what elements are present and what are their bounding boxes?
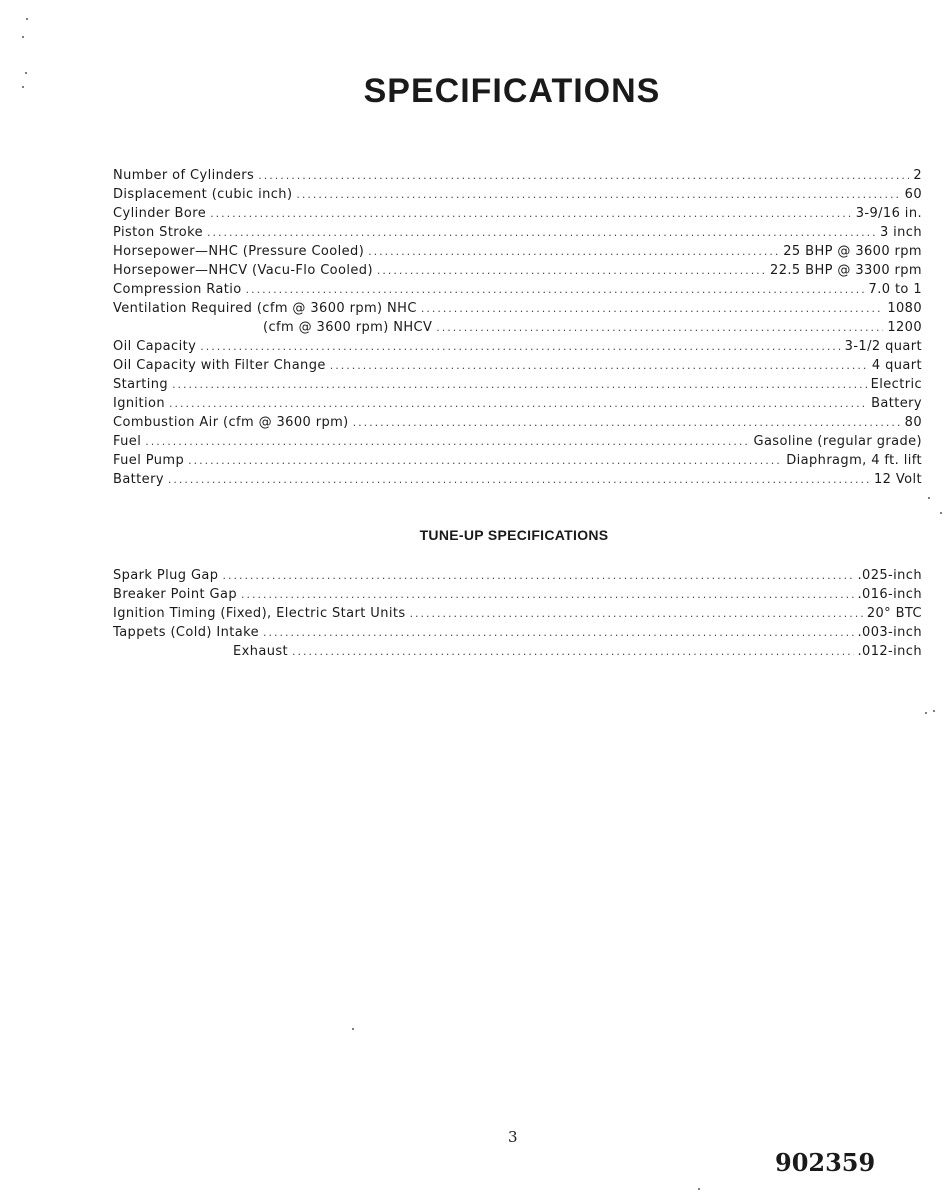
dot-leader [263, 623, 853, 642]
spec-row-fuel-pump [113, 451, 922, 470]
dot-leader [168, 470, 870, 489]
tuneup-row-tappets-intake [113, 623, 922, 642]
spec-value: 1080 [887, 301, 922, 316]
dot-leader [296, 185, 900, 204]
spec-label: Fuel Pump [113, 453, 185, 468]
spec-row-ventilation-nhc [113, 299, 922, 318]
dot-leader [222, 566, 853, 585]
scan-speck [25, 72, 27, 74]
page-title: SPECIFICATIONS [363, 72, 661, 110]
spec-row-combustion-air [113, 413, 922, 432]
document-number: 902359 [775, 1148, 876, 1177]
spec-value: 7.0 to 1 [868, 282, 922, 297]
dot-leader [410, 604, 863, 623]
tuneup-row-ignition-timing [113, 604, 922, 623]
spec-label: Horsepower—NHCV (Vacu-Flo Cooled) [113, 263, 373, 278]
tuneup-list [113, 566, 922, 661]
spec-row-piston-stroke [113, 223, 922, 242]
spec-value: 1200 [887, 320, 922, 335]
dot-leader [188, 451, 782, 470]
scan-speck [22, 36, 24, 38]
spec-value: 12 Volt [873, 472, 922, 487]
spec-value: Electric [870, 377, 922, 392]
spec-value: 4 quart [871, 358, 922, 373]
spec-row-oil-capacity-filter [113, 356, 922, 375]
tuneup-row-spark-plug-gap [113, 566, 922, 585]
scan-speck [925, 712, 927, 714]
scan-speck [698, 1188, 700, 1190]
tuneup-label: Tappets (Cold) Intake [113, 625, 260, 640]
spec-row-fuel [113, 432, 922, 451]
tuneup-row-breaker-point-gap [113, 585, 922, 604]
scan-speck [933, 710, 935, 712]
spec-label: Ventilation Required (cfm @ 3600 rpm) NHC [113, 301, 417, 316]
tuneup-value: .012-inch [857, 644, 922, 659]
spec-row-cylinder-bore [113, 204, 922, 223]
tuneup-label: Ignition Timing (Fixed), Electric Start Units [113, 606, 406, 621]
tuneup-value: .016-inch [857, 587, 922, 602]
spec-row-cylinders [113, 166, 922, 185]
dot-leader [436, 318, 883, 337]
scan-speck [940, 512, 942, 514]
spec-value: Battery [871, 396, 922, 411]
spec-value: 2 [913, 168, 922, 183]
dot-leader [172, 375, 867, 394]
spec-row-horsepower-nhcv [113, 261, 922, 280]
tuneup-title: TUNE-UP SPECIFICATIONS [419, 527, 609, 543]
spec-value: 3-9/16 in. [855, 206, 922, 221]
tuneup-label: Exhaust [233, 644, 289, 659]
spec-value: 80 [904, 415, 922, 430]
spec-row-oil-capacity [113, 337, 922, 356]
spec-value: 60 [904, 187, 922, 202]
dot-leader [246, 280, 865, 299]
spec-value: 3 inch [879, 225, 922, 240]
dot-leader [258, 166, 909, 185]
spec-label: Oil Capacity with Filter Change [113, 358, 326, 373]
tuneup-value: 20° BTC [866, 606, 922, 621]
specifications-list [113, 166, 922, 489]
spec-row-displacement [113, 185, 922, 204]
dot-leader [200, 337, 840, 356]
dot-leader [330, 356, 868, 375]
tuneup-value: .025-inch [857, 568, 922, 583]
spec-label: Ignition [113, 396, 166, 411]
dot-leader [421, 299, 883, 318]
spec-row-starting [113, 375, 922, 394]
scan-speck [22, 86, 24, 88]
tuneup-row-tappets-exhaust [113, 642, 922, 661]
dot-leader [292, 642, 853, 661]
spec-label: Fuel [113, 434, 142, 449]
spec-value: Gasoline (regular grade) [753, 434, 922, 449]
tuneup-label: Spark Plug Gap [113, 568, 219, 583]
spec-label: Horsepower—NHC (Pressure Cooled) [113, 244, 365, 259]
dot-leader [368, 242, 779, 261]
spec-row-horsepower-nhc [113, 242, 922, 261]
spec-label: Number of Cylinders [113, 168, 255, 183]
spec-row-battery [113, 470, 922, 489]
spec-value: 3-1/2 quart [844, 339, 922, 354]
scan-speck [928, 497, 930, 499]
dot-leader [210, 204, 852, 223]
spec-label: Displacement (cubic inch) [113, 187, 293, 202]
spec-row-compression-ratio [113, 280, 922, 299]
spec-row-ventilation-nhcv [113, 318, 922, 337]
tuneup-value: .003-inch [857, 625, 922, 640]
dot-leader [377, 261, 766, 280]
scan-speck [26, 18, 28, 20]
spec-label: Combustion Air (cfm @ 3600 rpm) [113, 415, 349, 430]
spec-row-ignition [113, 394, 922, 413]
dot-leader [353, 413, 901, 432]
dot-leader [207, 223, 876, 242]
spec-value: 22.5 BHP @ 3300 rpm [770, 263, 922, 278]
dot-leader [241, 585, 854, 604]
spec-label: (cfm @ 3600 rpm) NHCV [263, 320, 433, 335]
spec-value: 25 BHP @ 3600 rpm [783, 244, 922, 259]
spec-label: Compression Ratio [113, 282, 242, 297]
spec-label: Battery [113, 472, 164, 487]
page-number: 3 [508, 1128, 518, 1146]
spec-label: Starting [113, 377, 169, 392]
tuneup-label: Breaker Point Gap [113, 587, 237, 602]
spec-label: Oil Capacity [113, 339, 197, 354]
spec-value: Diaphragm, 4 ft. lift [786, 453, 922, 468]
scan-speck [352, 1028, 354, 1030]
dot-leader [145, 432, 749, 451]
dot-leader [169, 394, 867, 413]
spec-label: Piston Stroke [113, 225, 203, 240]
spec-label: Cylinder Bore [113, 206, 207, 221]
